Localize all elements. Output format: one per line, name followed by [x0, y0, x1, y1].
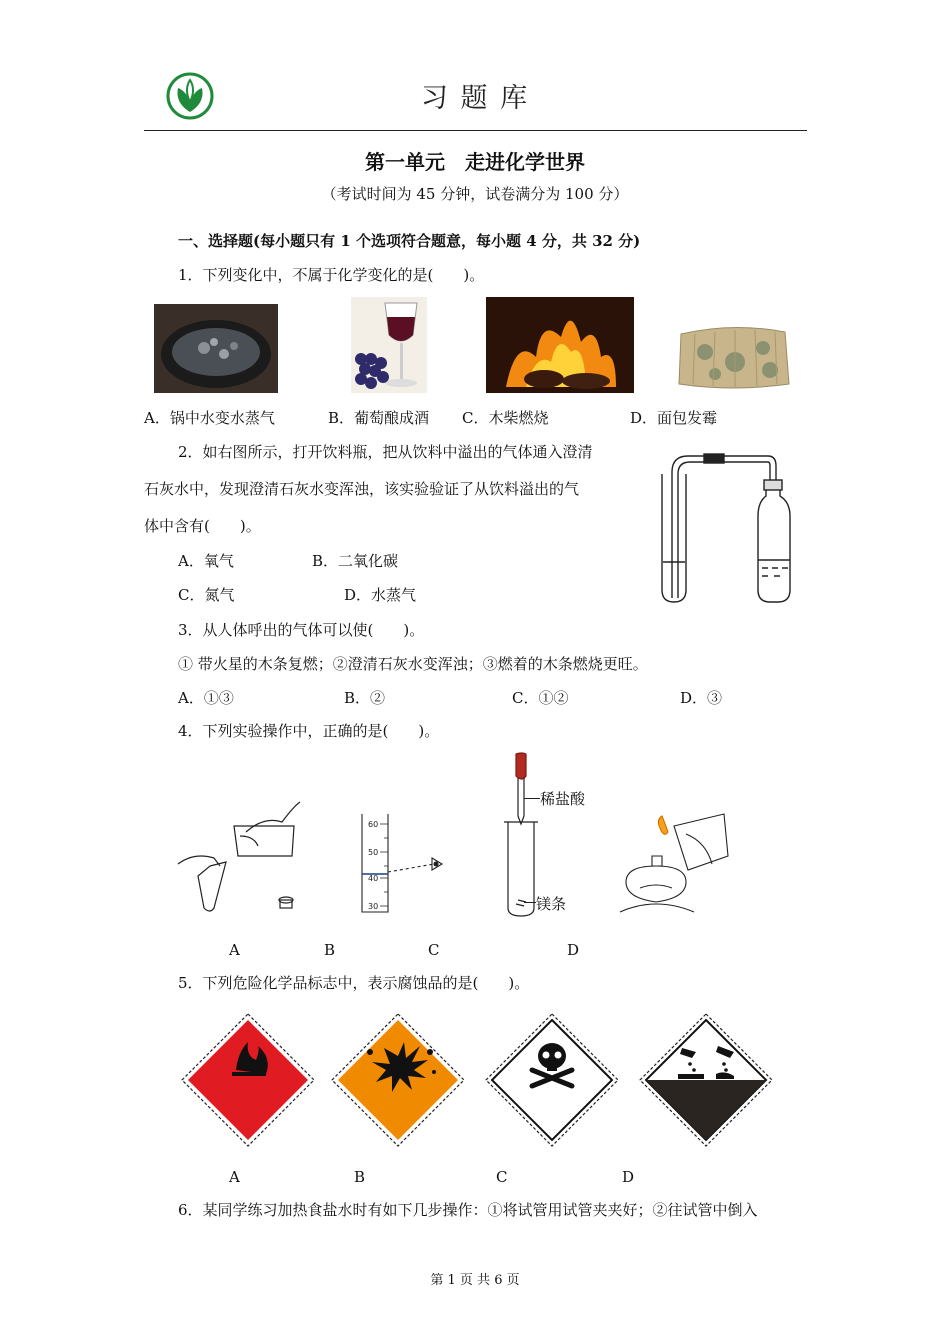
section-heading: 一、选择题(每小题只有 1 个选项符合题意，每小题 4 分，共 32 分): [178, 232, 641, 250]
hazard-sign-toxic: [484, 1012, 620, 1148]
bottle-testtube-diagram: [658, 450, 798, 608]
question-1-stem: 1．下列变化中，不属于化学变化的是( )。: [178, 266, 485, 284]
question-5-stem: 5．下列危险化学品标志中，表示腐蚀品的是( )。: [178, 974, 530, 992]
q3-option-b: B．②: [344, 689, 386, 707]
q5-label-b: B: [354, 1168, 366, 1186]
q1-option-d: D．面包发霉: [630, 409, 718, 427]
logo-icon: [166, 72, 214, 120]
q4-label-d: D: [567, 941, 580, 959]
header-title: 习 题 库: [420, 83, 530, 114]
cylinder-tick-50: 50: [368, 848, 379, 857]
acid-pointer: [524, 798, 540, 799]
q4-image-a-pouring: [174, 796, 302, 914]
page-footer: 第 1 页 共 6 页: [430, 1273, 520, 1288]
q3-option-d: D．③: [680, 689, 723, 707]
question-3-stem: 3．从人体呼出的气体可以使( )。: [178, 621, 425, 639]
question-4-stem: 4．下列实验操作中，正确的是( )。: [178, 722, 440, 740]
question-6-stem: 6．某同学练习加热食盐水时有如下几步操作：①将试管用试管夹夹好；②往试管中倒入: [178, 1201, 758, 1219]
q4-label-c: C: [428, 941, 440, 959]
image-burning-wood: [486, 297, 634, 393]
q4-image-d-alcohol-lamp: [616, 812, 732, 918]
q3-option-a: A．①③: [178, 689, 234, 707]
q3-option-c: C．①②: [512, 689, 569, 707]
q2-option-a: A．氧气: [178, 552, 234, 570]
q4-image-c-dropper: [500, 752, 540, 918]
logo: [166, 72, 214, 120]
question-3-detail: ① 带火星的木条复燃；②澄清石灰水变浑浊；③燃着的木条燃烧更旺。: [178, 655, 648, 673]
label-magnesium-strip: 镁条: [536, 895, 567, 913]
q2-option-c: C．氮气: [178, 586, 235, 604]
image-wine-grapes: [351, 297, 427, 393]
question-2-line-3: 体中含有( )。: [144, 517, 261, 535]
page-title: 第一单元 走进化学世界: [365, 150, 585, 174]
label-dilute-hcl: 稀盐酸: [540, 790, 586, 808]
q1-option-c: C．木柴燃烧: [462, 409, 549, 427]
q5-label-d: D: [622, 1168, 635, 1186]
hazard-sign-corrosive: [638, 1012, 774, 1148]
q2-option-d: D．水蒸气: [344, 586, 417, 604]
image-boiling-wok: [154, 304, 278, 393]
q5-label-c: C: [496, 1168, 508, 1186]
hazard-sign-explosive: [330, 1012, 466, 1148]
mg-pointer: [524, 902, 536, 903]
q5-label-a: A: [229, 1168, 240, 1186]
question-2-line-1: 2．如右图所示，打开饮料瓶，把从饮料中溢出的气体通入澄清: [178, 443, 593, 461]
image-moldy-bread: [675, 322, 792, 392]
q4-label-a: A: [229, 941, 240, 959]
q2-option-b: B．二氧化碳: [312, 552, 399, 570]
header-divider: [144, 130, 807, 131]
hazard-sign-flammable: [180, 1012, 316, 1148]
q1-option-b: B．葡萄酿成酒: [328, 409, 430, 427]
q4-image-b-cylinder: [358, 812, 448, 916]
cylinder-tick-30: 30: [368, 902, 379, 911]
question-2-line-2: 石灰水中，发现澄清石灰水变浑浊，该实验验证了从饮料溢出的气: [144, 480, 580, 498]
exam-info: （考试时间为 45 分钟，试卷满分为 100 分）: [321, 185, 629, 203]
cylinder-tick-40: 40: [368, 874, 379, 883]
cylinder-tick-60: 60: [368, 820, 379, 829]
q1-option-a: A．锅中水变水蒸气: [144, 409, 275, 427]
q4-label-b: B: [324, 941, 336, 959]
